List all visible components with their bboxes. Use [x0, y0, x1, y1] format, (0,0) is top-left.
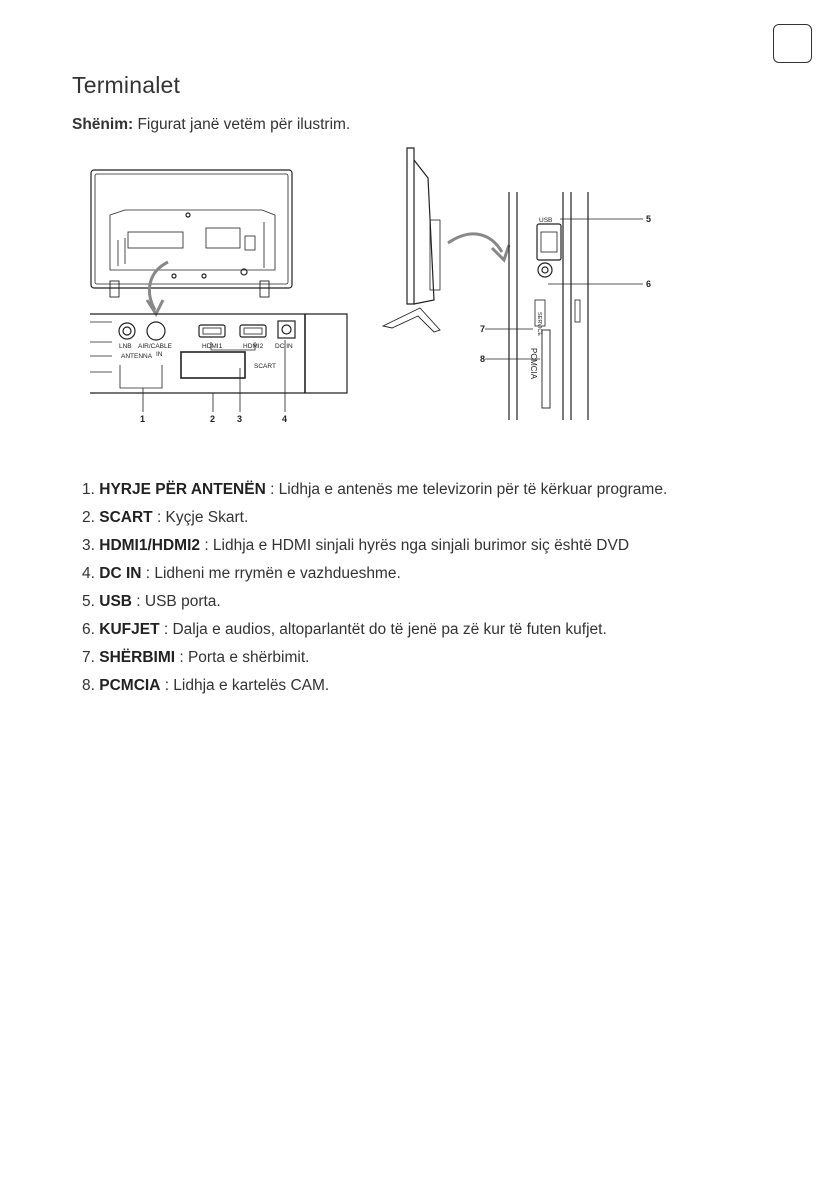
item-name: PCMCIA — [99, 677, 161, 694]
item-name: KUFJET — [99, 621, 160, 638]
list-item: 1. HYRJE PËR ANTENËN : Lidhja e antenës me televizorin për të kërkuar programe. — [82, 481, 668, 498]
page-title: Terminalet — [72, 72, 181, 98]
item-desc: : USB porta. — [131, 593, 221, 610]
item-desc: : Lidhja e HDMI sinjali hyrës nga sinjali burimor siç është DVD — [200, 537, 630, 554]
label-hdmi1: HDMI1 — [202, 343, 223, 350]
label-dc-in: DC IN — [275, 343, 293, 350]
note-label: Shënim: — [72, 116, 134, 133]
list-item: 4. DC IN : Lidheni me rrymën e vazhdueshme. — [82, 565, 401, 582]
callout-6: 6 — [646, 279, 652, 289]
list-item: 2. SCART : Kyçje Skart. — [82, 509, 249, 526]
callout-7: 7 — [480, 324, 486, 334]
callout-8: 8 — [480, 354, 486, 364]
list-item: 8. PCMCIA : Lidhja e kartelës CAM. — [82, 677, 330, 694]
item-name: SHËRBIMI — [99, 649, 176, 666]
page-tab-box — [773, 24, 812, 63]
item-name: HDMI1/HDMI2 — [99, 537, 201, 554]
item-name: HYRJE PËR ANTENËN — [99, 481, 266, 498]
note — [72, 116, 350, 134]
callout-4: 4 — [282, 414, 288, 424]
terminal-illustration — [0, 140, 839, 440]
label-hdmi2: HDMI2 — [243, 343, 264, 350]
callout-5: 5 — [646, 214, 652, 224]
callout-1: 1 — [140, 414, 146, 424]
arrow-left-icon — [149, 262, 168, 310]
list-item: 5. USB : USB porta. — [82, 593, 221, 610]
label-air-cable: AIR/CABLE — [138, 343, 172, 350]
note-text: Figurat janë vetëm për ilustrim. — [133, 116, 351, 133]
tv-side-view — [383, 148, 440, 332]
item-name: USB — [99, 593, 132, 610]
label-pcmcia: PCMCIA — [529, 348, 538, 380]
callout-3: 3 — [237, 414, 243, 424]
item-desc: : Kyçje Skart. — [152, 509, 249, 526]
item-desc: : Lidhja e antenës me televizorin për të kërkuar programe. — [265, 481, 668, 498]
terminal-list — [82, 476, 667, 700]
label-in: IN — [156, 351, 163, 358]
label-lnb: LNB — [119, 343, 132, 350]
item-desc: : Lidhja e kartelës CAM. — [160, 677, 330, 694]
tv-back-view — [91, 170, 292, 297]
label-antenna: ANTENNA — [121, 353, 153, 360]
item-desc: : Lidheni me rrymën e vazhdueshme. — [141, 565, 401, 582]
label-service: SERVICE — [536, 312, 542, 337]
item-desc: : Porta e shërbimit. — [175, 649, 310, 666]
label-scart: SCART — [254, 363, 276, 370]
list-item: 7. SHËRBIMI : Porta e shërbimit. — [82, 649, 310, 666]
list-item: 6. KUFJET : Dalja e audios, altoparlantët do të jenë pa zë kur të futen kufjet. — [82, 621, 607, 638]
item-desc: : Dalja e audios, altoparlantët do të jenë pa zë kur të futen kufjet. — [159, 621, 607, 638]
label-usb: USB — [539, 217, 553, 224]
item-name: DC IN — [99, 565, 142, 582]
side-panel-zoom — [509, 192, 588, 420]
callout-2: 2 — [210, 414, 216, 424]
list-item: 3. HDMI1/HDMI2 : Lidhja e HDMI sinjali hyrës nga sinjali burimor siç është DVD — [82, 537, 630, 554]
item-name: SCART — [99, 509, 153, 526]
